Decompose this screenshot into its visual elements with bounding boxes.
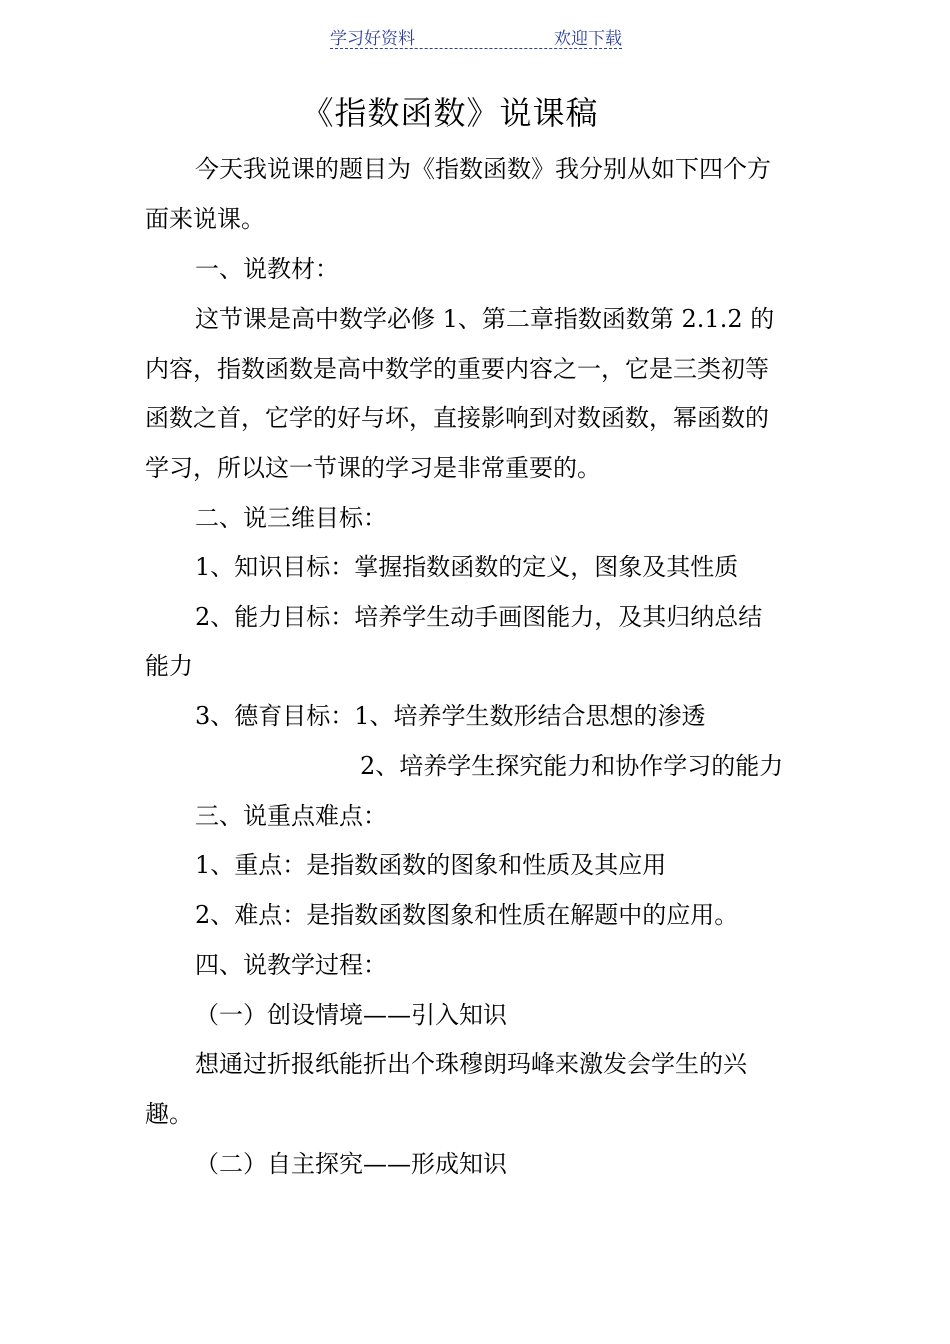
list-item: 2、培养学生探究能力和协作学习的能力 <box>360 752 784 780</box>
section-heading: 一、说教材： <box>195 255 339 283</box>
section-heading: 三、说重点难点： <box>195 802 387 830</box>
list-item: 2、难点：是指数函数图象和性质在解题中的应用。 <box>195 901 739 929</box>
header-left-text: 学习好资料 <box>330 29 415 49</box>
paragraph-line: 能力 <box>145 652 193 680</box>
section-heading: 二、说三维目标： <box>195 504 387 532</box>
header-right-text: 欢迎下载 <box>554 29 622 49</box>
paragraph-line: 这节课是高中数学必修 1、第二章指数函数第 2.1.2 的 <box>195 305 775 333</box>
paragraph-line: 内容，指数函数是高中数学的重要内容之一，它是三类初等 <box>145 355 769 383</box>
list-item: 1、重点：是指数函数的图象和性质及其应用 <box>195 851 667 879</box>
page-header <box>330 24 622 49</box>
list-item: 2、能力目标：培养学生动手画图能力，及其归纳总结 <box>195 603 763 631</box>
list-item: 3、德育目标：1、培养学生数形结合思想的渗透 <box>195 702 706 730</box>
paragraph-line: 想通过折报纸能折出个珠穆朗玛峰来激发会学生的兴 <box>195 1050 747 1078</box>
paragraph-line: 学习，所以这一节课的学习是非常重要的。 <box>145 454 601 482</box>
subsection-heading: （二）自主探究——形成知识 <box>195 1150 507 1178</box>
section-heading: 四、说教学过程： <box>195 951 387 979</box>
list-item: 1、知识目标：掌握指数函数的定义，图象及其性质 <box>195 553 739 581</box>
paragraph-line: 今天我说课的题目为《指数函数》我分别从如下四个方 <box>195 155 771 183</box>
paragraph-line: 面来说课。 <box>145 205 265 233</box>
subsection-heading: （一）创设情境——引入知识 <box>195 1001 507 1029</box>
document-title: 《指数函数》说课稿 <box>301 94 599 132</box>
paragraph-line: 函数之首，它学的好与坏，直接影响到对数函数，幂函数的 <box>145 404 769 432</box>
paragraph-line: 趣。 <box>145 1100 193 1128</box>
